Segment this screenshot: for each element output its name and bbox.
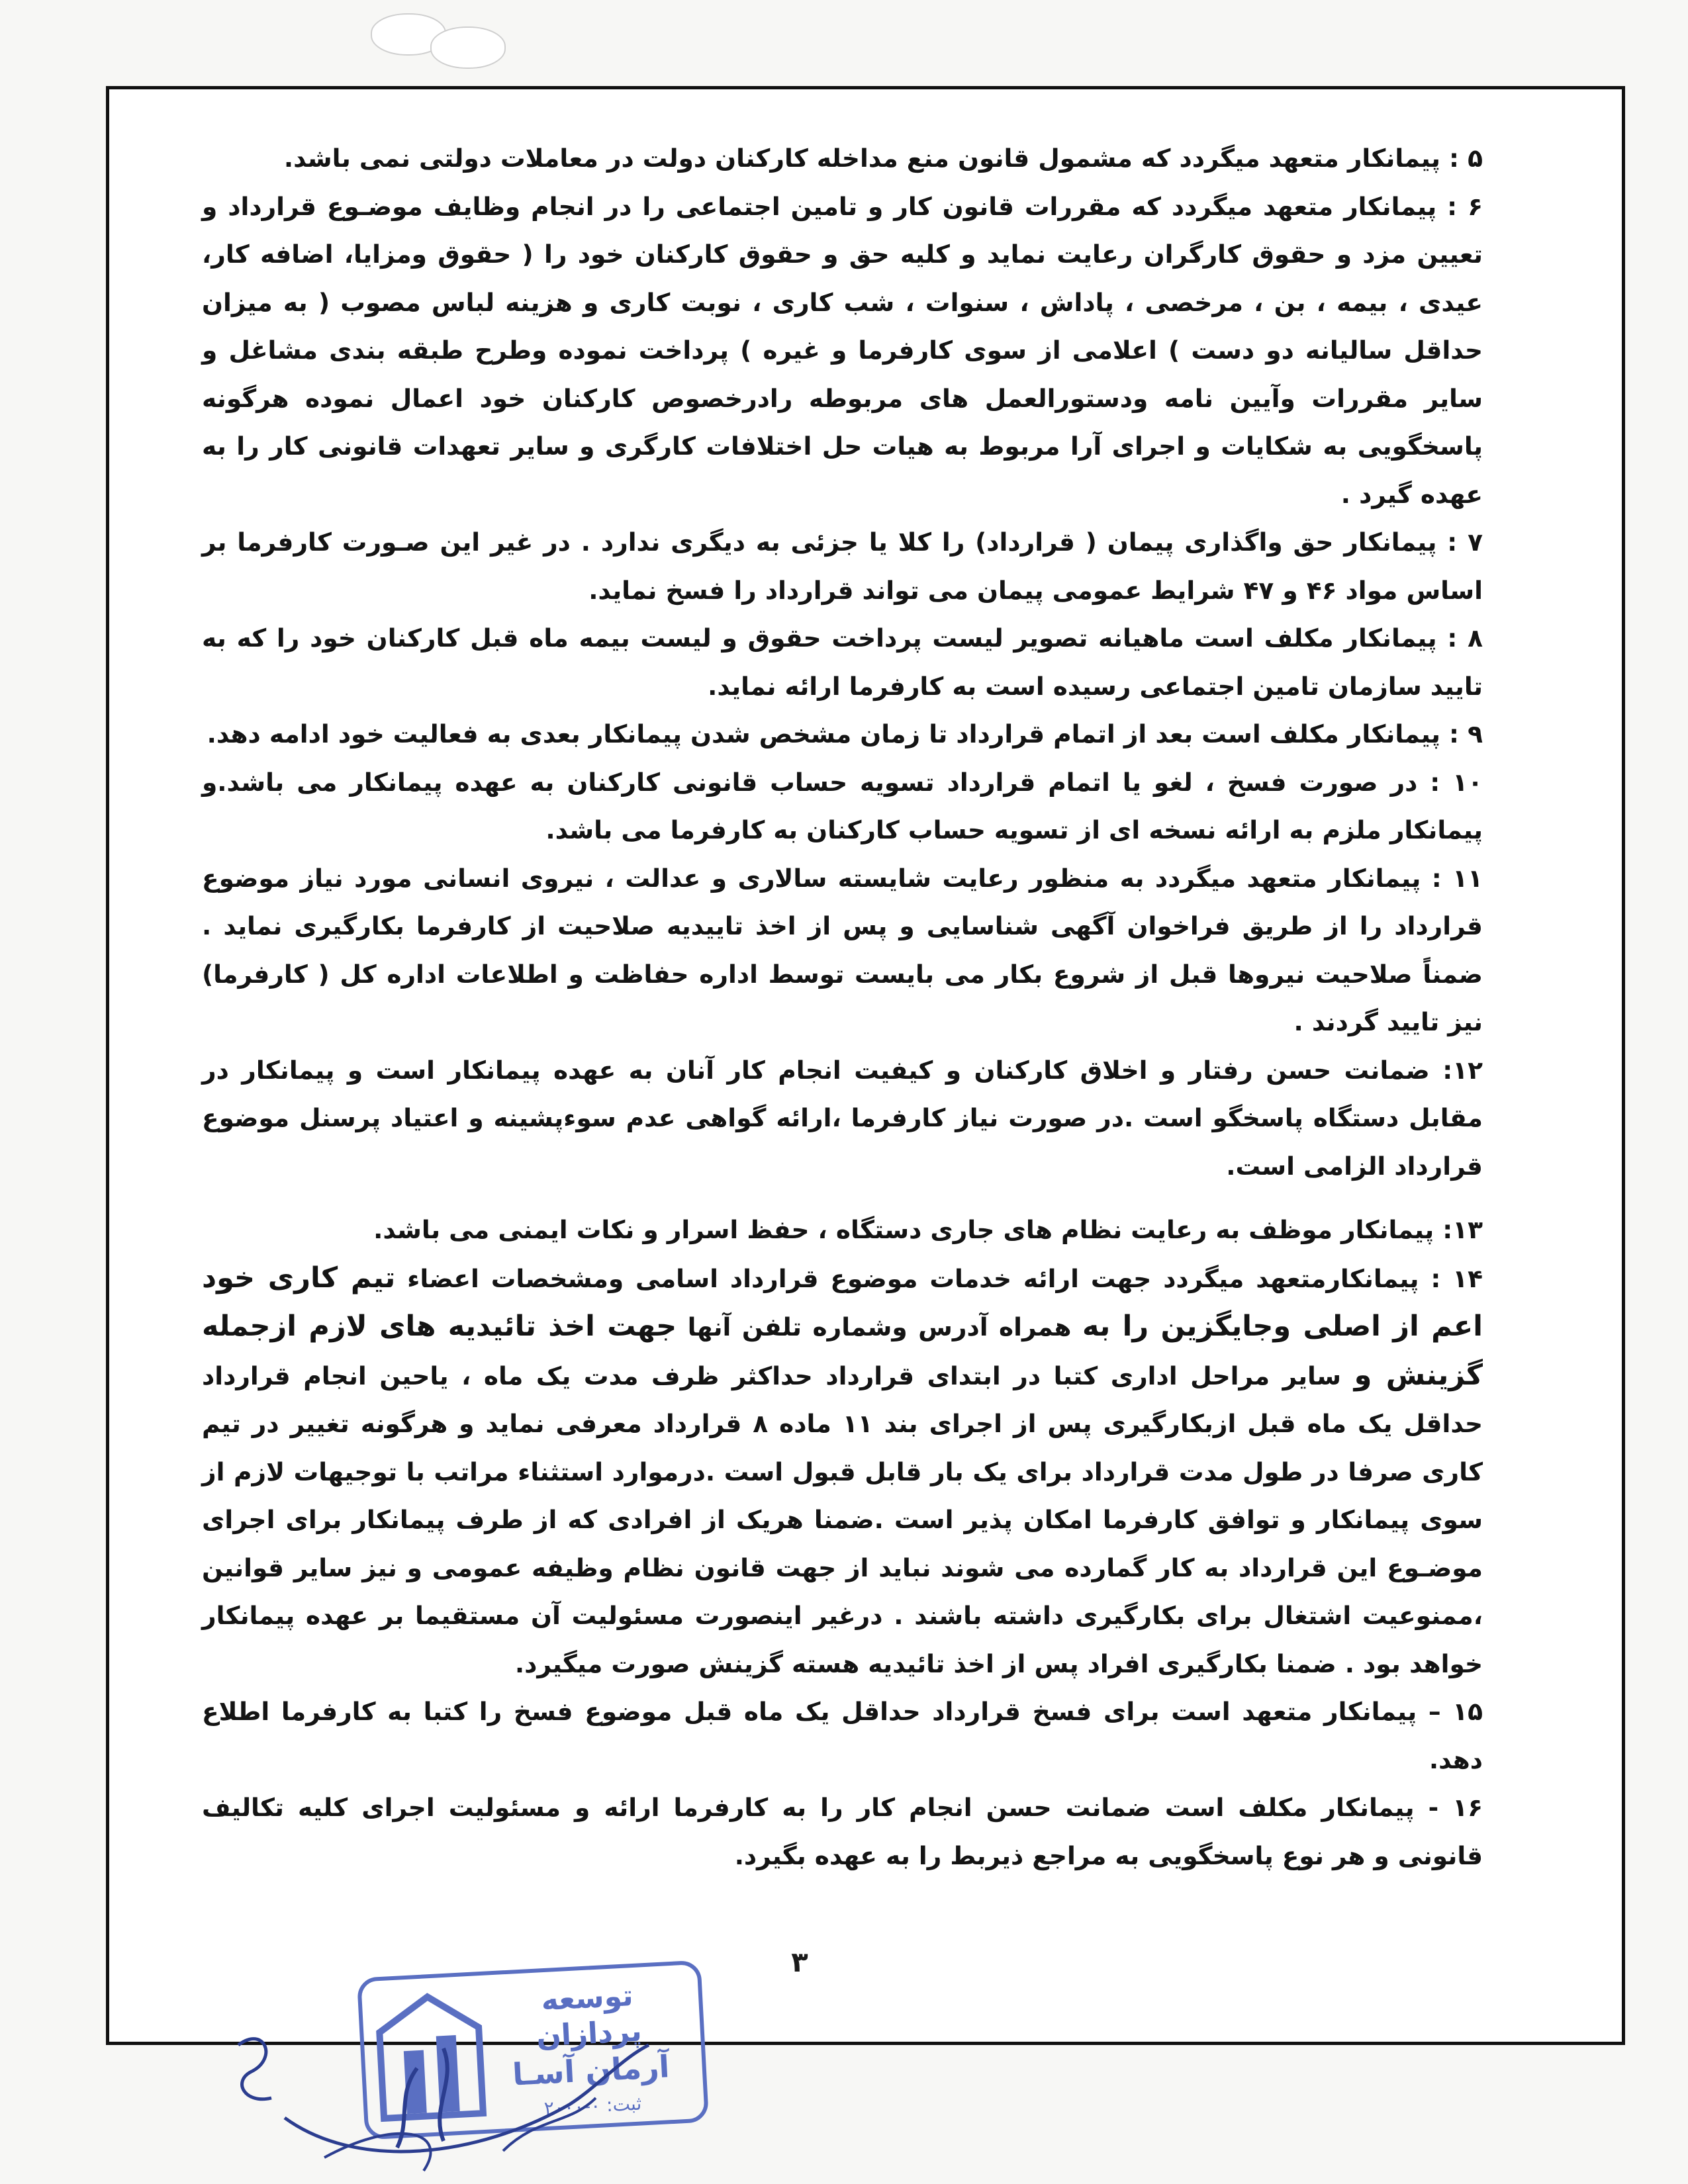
clause-15: ۱۵ – پیمانکار متعهد است برای فسخ قرارداد حداقل یک ماه قبل موضوع فسخ را کتبا به کارفرما اطلاع دهد. xyxy=(202,1697,1483,1774)
clause-12: ۱۲: ضمانت حسن رفتار و اخلاق کارکنان و کیفیت انجام کار آنان به عهده پیمانکار است و پیمانکار در مقابل دستگاه پاسخگو است .در صورت نیاز کارفرما ،ارائه گواهی عدم سوءپشینه و اعتیاد پرسنل موضوع قرارداد الزامی است. xyxy=(202,1055,1483,1181)
punch-hole-right xyxy=(430,26,506,69)
clause-14-intro: ۱۴ : پیمانکارمتعهد میگردد جهت ارائه خدمات موضوع قرارداد اسامی ومشخصات اعضاء xyxy=(395,1263,1483,1293)
clause-7: ۷ : پیمانکار حق واگذاری پیمان ( قرارداد) را کلا یا جزئی به دیگری ندارد . در غیر این صـورت کارفرما بر اساس مواد ۴۶ و ۴۷ شرایط عمومی پیمان می تواند قرارداد را فسخ نماید. xyxy=(202,527,1483,605)
stamp-company-line2: آرمان آسـا xyxy=(511,2048,671,2093)
page-frame xyxy=(106,86,1625,2045)
clause-14-address: همراه آدرس وشماره تلفن آنها xyxy=(677,1312,1082,1342)
clause-9: ۹ : پیمانکار مکلف است بعد از اتمام قرارداد تا زمان مشخص شدن پیمانکار بعدی به فعالیت خود ادامه دهد. xyxy=(207,719,1483,749)
stamp-registration: ثبت: ۰-۲۰۰۰ xyxy=(543,2092,642,2120)
clause-14-bold-team: تیم کاری خود اعم از اصلی وجایگزین را به xyxy=(202,1261,1483,1343)
clause-16: ۱۶ - پیمانکار مکلف است ضمانت حسن انجام کار را به کارفرما ارائه و مسئولیت اجرای کلیه تکالیف قانونی و هر نوع پاسخگویی به مراجع ذیربط را به عهده بگیرد. xyxy=(202,1793,1483,1870)
clause-8: ۸ : پیمانکار مکلف است ماهیانه تصویر لیست پرداخت حقوق و لیست بیمه ماه قبل کارکنان خود را که به تایید سازمان تامین اجتماعی رسیده است به کارفرما ارائه نماید. xyxy=(202,623,1483,701)
clause-14-bold-approval: جهت اخذ تائیدیه های لازم ازجمله گزینش و xyxy=(202,1310,1483,1392)
clause-14 xyxy=(202,1254,1483,1688)
initials-mark xyxy=(245,2042,483,2174)
clause-10: ۱۰ : در صورت فسخ ، لغو یا اتمام قرارداد تسویه حساب قانونی کارکنان به عهده پیمانکار می باشد.و پیمانکار ملزم به ارائه نسخه ای از تسویه حساب کارکنان به کارفرما می باشد. xyxy=(202,767,1483,844)
clause-13: ۱۳: پیمانکار موظف به رعایت نظام های جاری دستگاه ، حفظ اسرار و نکات ایمنی می باشد. xyxy=(373,1215,1483,1244)
clause-5: ۵ : پیمانکار متعهد میگردد که مشمول قانون منع مداخله کارکنان دولت در معاملات دولتی نمی باشد. xyxy=(283,144,1483,173)
contract-body xyxy=(202,134,1483,1880)
clause-14-rest: سایر مراحل اداری کتبا در ابتدای قرارداد حداکثر ظرف مدت یک ماه ، یاحین انجام قرارداد حداقل یک ماه قبل ازبکارگیری پس از اجرای بند ۱۱ ماده ۸ قرارداد معرفی نماید و هرگونه تغییر در تیم کاری صرفا در طول مدت قرارداد برای یک بار قابل قبول است .درموارد استثناء مراتب با توجیهات لازم از سوی پیمانکار و توافق کارفرما امکان پذیر است .ضمنا هریک از افرادی که از طرف پیمانکار برای اجرای موضـوع این قرارداد به کار گمارده می شوند نباید از جهت قانون نظام وظیفه عمومی و نیز سایر قوانین ،ممنوعیت اشتغال برای بکارگیری داشته باشند . درغیر اینصورت مسئولیت آن مستقیما بر عهده پیمانکار خواهد بود . ضمنا بکارگیری افراد پس از اخذ تائیدیه هسته گزینش صورت میگیرد. xyxy=(202,1361,1483,1678)
stamp-company-line1: توسعه پردازان xyxy=(535,1979,643,2054)
clause-11: ۱۱ : پیمانکار متعهد میگردد به منظور رعایت شایسته سالاری و عدالت ، نیروی انسانی مورد نیاز موضوع قرارداد را از طریق فراخوان آگهی شناسایی و پس از اخذ تاییدیه صلاحیت از کارفرما بکارگیری نماید . ضمناً صلاحیت نیروها قبل از شروع بکار می بایست توسط اداره حفاظت و اطلاعات اداره کل ( کارفرما) نیز تایید گردند . xyxy=(202,863,1483,1036)
page-number: ۳ xyxy=(791,1946,808,1978)
clause-6: ۶ : پیمانکار متعهد میگردد که مقررات قانون کار و تامین اجتماعی را در انجام وظایف موضـوع قرارداد و تعیین مزد و حقوق کارگران رعایت نماید و کلیه حق و حقوق کارکنان خود را ( حقوق ومزایا، اضافه کار، عیدی ، بیمه ، بن ، مرخصی ، پاداش ، سنوات ، شب کاری ، نوبت کاری و هزینه لباس مصوب ( به میزان حداقل سالیانه دو دست ) اعلامی از سوی کارفرما و غیره ) پرداخت نموده وطرح طبقه بندی مشاغل و سایر مقررات وآیین نامه ودستورالعمل های مربوطه رادرخصوص کارکنان خود اعمال نموده هرگونه پاسخگویی به شکایات و اجرای آرا مربوط به هیات حل اختلافات کارگری و سایر تعهدات قانونی کار را به عهده گیرد . xyxy=(202,191,1483,509)
